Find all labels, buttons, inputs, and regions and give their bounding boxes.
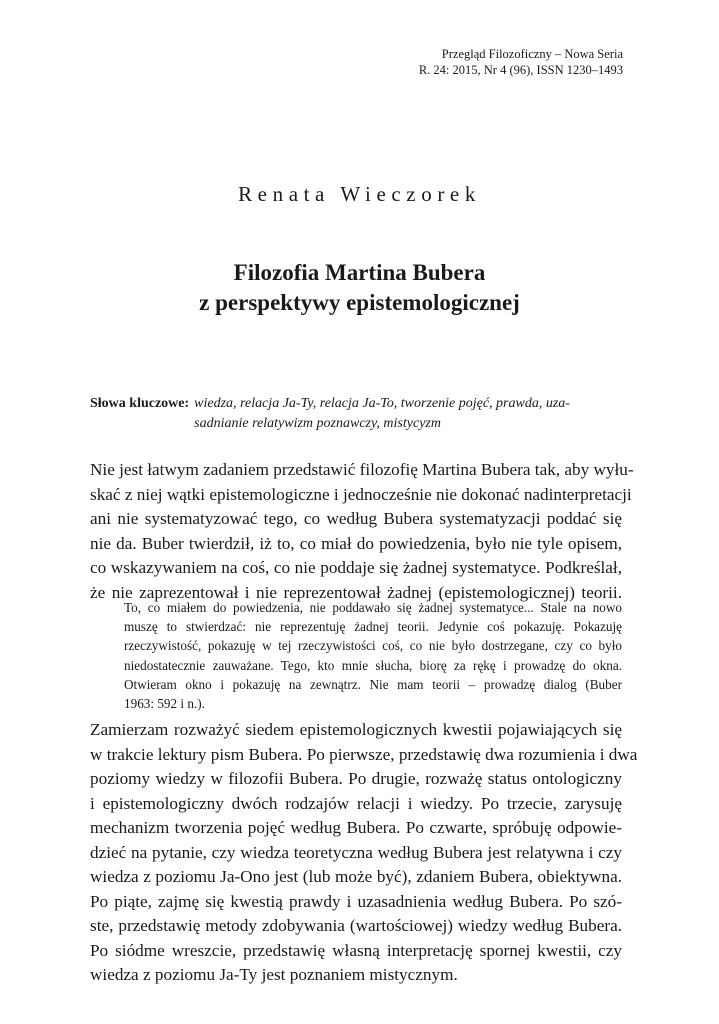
text-line: co wskazywaniem na coś, co nie poddaje się żadnej systematyce. Podkreślał, [90,558,622,577]
text-line: Po siódme wreszcie, przedstawię własną interpretację spornej kwestii, czy [90,940,622,960]
text-line: mechanizm tworzenia pojęć według Bubera. Po czwarte, spróbuję odpowie- [90,818,622,837]
paragraph-intro [90,458,634,605]
paragraph-plan [90,718,638,988]
keywords-line: wiedza, relacja Ja-Ty, relacja Ja-To, tworzenie pojęć, prawda, uza- [194,396,570,411]
journal-issue: R. 24: 2015, Nr 4 (96), ISSN 1230–1493 [418,63,623,77]
quote-line: niedostatecznie zauważane. Tego, kto mnie słucha, biorę za rękę i prowadzę do okna. [124,657,622,673]
keywords-text [194,394,570,434]
text-line: i epistemologiczny dwóch rodzajów relacji i wiedzy. Po trzecie, zarysuję [90,793,622,813]
block-quote [124,598,622,713]
journal-header [419,46,623,78]
text-line: Zamierzam rozważyć siedem epistemologicznych kwestii pojawiających się [90,720,622,739]
author-name: Renata Wieczorek [238,182,481,206]
text-line: ste, przedstawię metody zdobywania (wartościowej) wiedzy według Bubera. [90,916,622,935]
text-line: w trakcie lektury pism Bubera. Po pierwsze, przedstawię dwa rozumienia i dwa [90,744,638,764]
quote-line: To, co miałem do powiedzenia, nie poddawało się żadnej systematyce... Stale na nowo [124,600,622,615]
title-line: Filozofia Martina Bubera [233,260,486,285]
text-line: że nie zaprezentował i nie reprezentował żadnej (epistemologicznej) teorii. [90,582,622,602]
quote-line: 1963: 592 i n.). [124,696,205,712]
quote-line: rzeczywistość, pokazuję w tej rzeczywistości coś, co nie było dostrzegane, czy co było [124,638,622,654]
text-line: wiedza z poziomu Ja-Ono jest (lub może być), zdaniem Bubera, obiektywna. [90,867,622,886]
text-line: ani nie systematyzować tego, co według Bubera systematyzacji poddać się [90,509,622,528]
journal-name: Przegląd Filozoficzny – Nowa Seria [441,47,623,61]
quote-line: Otwieram okno i pokazuję na zewnątrz. Nie mam teorii – prowadzę dialog (Buber [124,676,622,692]
keywords-line: sadnianie relatywizm poznawczy, mistycyzm [194,416,441,431]
text-line: dzieć na pytanie, czy wiedza teoretyczna według Bubera jest relatywna i czy [90,842,622,862]
text-line: Po piąte, zajmę się kwestią prawdy i uzasadnienia według Bubera. Po szó- [90,891,622,911]
text-line: skać z niej wątki epistemologiczne i jednocześnie nie dokonać nadinterpretacji [90,484,632,504]
article-title [0,258,719,318]
text-line: nie da. Buber twierdził, iż to, co miał do powiedzenia, było nie tyle opisem, [90,533,622,553]
quote-line: muszę to stwierdzać: nie reprezentuję żadnej teorii. Jedynie coś pokazuję. Pokazuję [124,619,622,635]
keywords [90,394,622,434]
text-line: wiedza z poziomu Ja-Ty jest poznaniem mistycznym. [90,965,458,984]
text-line: Nie jest łatwym zadaniem przedstawić filozofię Martina Bubera tak, aby wyłu- [90,460,634,479]
title-line: z perspektywy epistemologicznej [199,290,520,315]
text-line: poziomy wiedzy w filozofii Bubera. Po drugie, rozważę status ontologiczny [90,769,622,788]
keywords-label: Słowa kluczowe: [90,396,190,411]
